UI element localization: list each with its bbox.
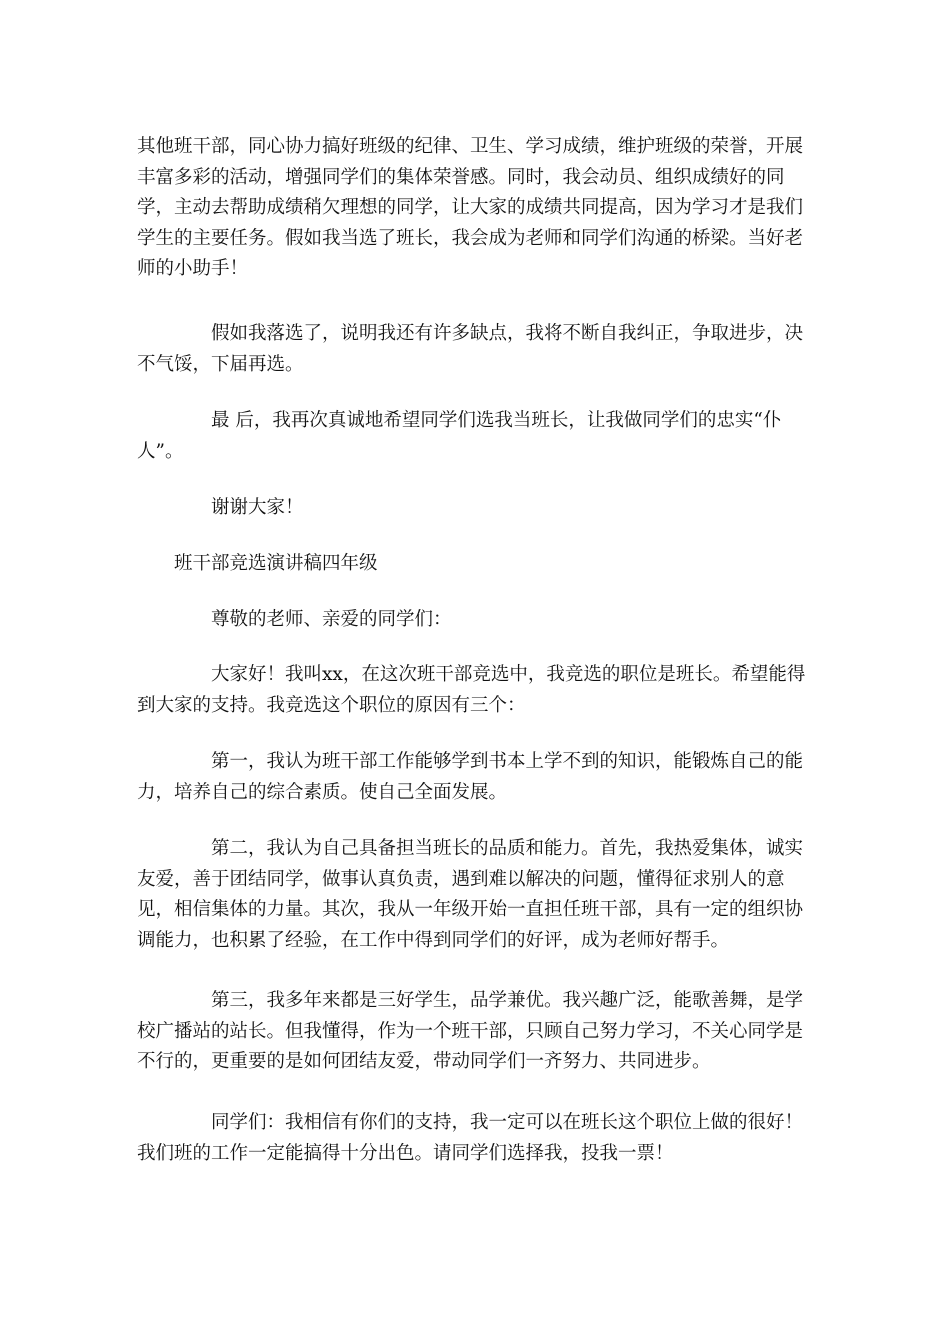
section-heading: 班干部竞选演讲稿四年级	[137, 553, 378, 574]
paragraph-6: 第一，我认为班干部工作能够学到书本上学不到的知识，能锻炼自己的能力，培养自己的综合素质。使自己全面发展。	[137, 751, 804, 803]
paragraph-3: 最 后，我再次真诚地希望同学们选我当班长，让我做同学们的忠实“仆人”。	[137, 410, 782, 462]
salutation: 尊敬的老师、亲爱的同学们：	[137, 609, 452, 630]
paragraph-4: 谢谢大家！	[137, 497, 304, 518]
paragraph-8: 第三，我多年来都是三好学生，品学兼优。我兴趣广泛，能歌善舞，是学校广播站的站长。但我懂得，作为一个班干部，只顾自己努力学习，不关心同学是不行的，更重要的是如何团结友爱，带动同学们一齐努力、共同进步。	[137, 990, 804, 1072]
paragraph-9: 同学们：我相信有你们的支持，我一定可以在班长这个职位上做的很好！我们班的工作一定能搞得十分出色。请同学们选择我，投我一票！	[137, 1112, 804, 1164]
paragraph-7: 第二，我认为自己具备担当班长的品质和能力。首先，我热爱集体，诚实友爱，善于团结同学，做事认真负责，遇到难以解决的问题，懂得征求别人的意见，相信集体的力量。其次，我从一年级开始一直担任班干部，具有一定的组织协调能力，也积累了经验，在工作中得到同学们的好评，成为老师好帮手。	[137, 838, 804, 951]
paragraph-2: 假如我落选了，说明我还有许多缺点，我将不断自我纠正，争取进步，决不气馁，下届再选。	[137, 323, 804, 375]
paragraph-5: 大家好！我叫xx，在这次班干部竞选中，我竞选的职位是班长。希望能得到大家的支持。我竞选这个职位的原因有三个：	[137, 664, 806, 716]
paragraph-1: 其他班干部，同心协力搞好班级的纪律、卫生、学习成绩，维护班级的荣誉，开展丰富多彩的活动，增强同学们的集体荣誉感。同时，我会动员、组织成绩好的同学，主动去帮助成绩稍欠理想的同学，让大家的成绩共同提高，因为学习才是我们学生的主要任务。假如我当选了班长，我会成为老师和同学们沟通的桥梁。当好老师的小助手！	[137, 136, 804, 279]
